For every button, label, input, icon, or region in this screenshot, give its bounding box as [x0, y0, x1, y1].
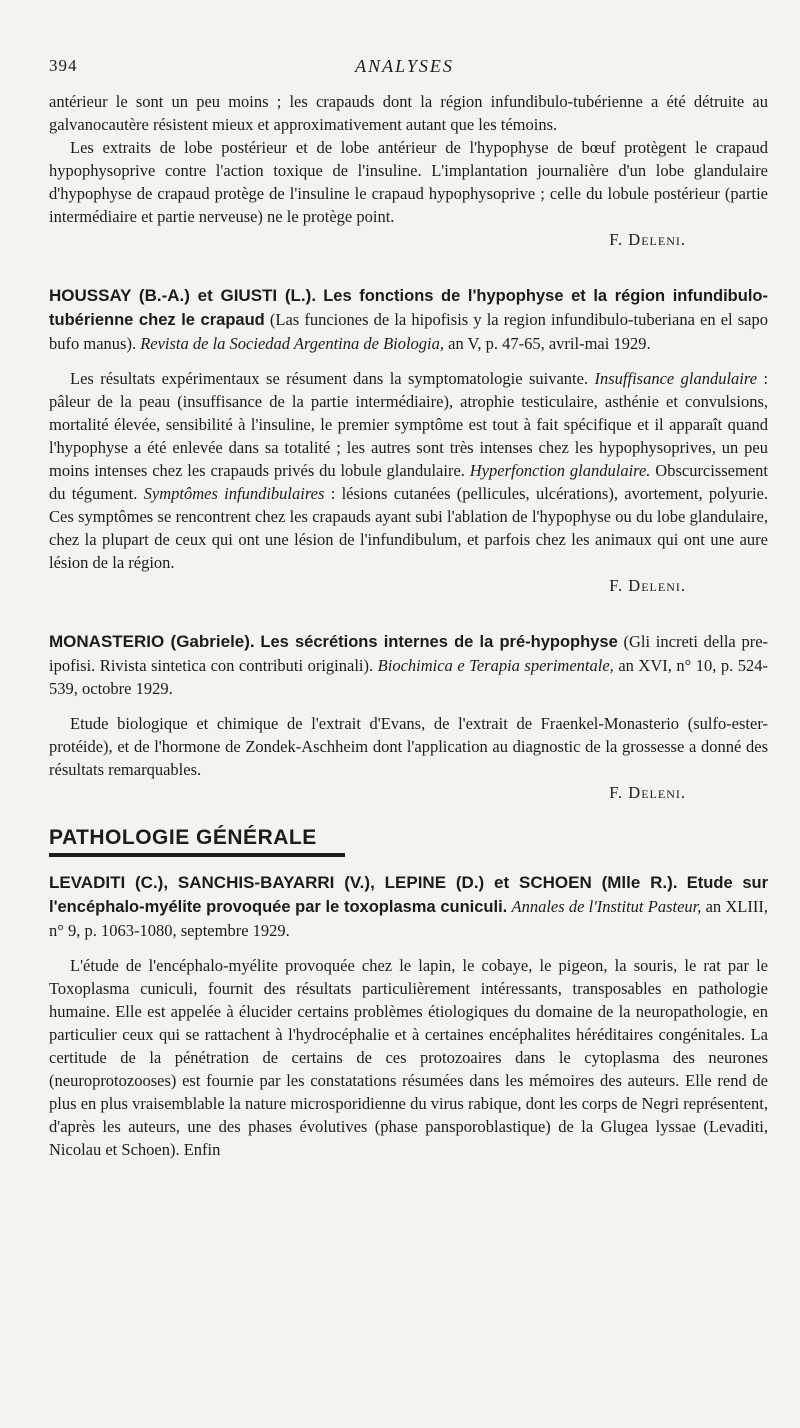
continuation-paragraph-2: Les extraits de lobe postérieur et de lobe antérieur de l'hypophyse de bœuf protègent le crapaud hypophysoprive contre l'action toxique de l'insuline. L'implantation journalière d'un lobe glandulaire d'hypophyse de crapaud protège de l'insuline le crapaud hypophysoprive ; celle du lobule postérieur (partie intermédiaire et partie nerveuse) ne le protège point. [49, 138, 768, 226]
reviewer-signature: F. Deleni. [609, 576, 686, 595]
page-body [49, 90, 768, 1161]
review-body [49, 367, 768, 574]
reference-journal: Biochimica e Terapia sperimentale, [377, 656, 614, 675]
review-text: : pâleur de la peau (insuffisance de la partie intermédiaire), atrophie testiculaire, asthénie et convulsions, mortalité élevée, sensibilité à l'insuline, le premier symptôme est tout à fait spécifique et il apparaît quand l'hypophyse a été enlevée dans sa totalité ; les autres sont très intenses chez les hypophysoprives, un peu moins intenses chez les crapauds privés du lobule glandulaire. [49, 369, 769, 480]
section-heading: PATHOLOGIE GÉNÉRALE [49, 826, 317, 849]
section-pathologie-generale [49, 826, 768, 857]
review-text: Obscurcissement du tégument. [49, 461, 769, 503]
reference-title: Etude sur l'encéphalo-myélite provoquée par le toxoplasma cuniculi. [49, 874, 768, 916]
reference-journal: Revista de la Sociedad Argentina de Biologia, [140, 334, 445, 353]
reviewer-signature: F. Deleni. [609, 230, 686, 249]
reference-citation [49, 284, 768, 355]
review-text: : lésions cutanées (pellicules, ulcérations), avortement, polyurie. Ces symptômes se rencontrent chez les crapauds ayant subi l'ablation de l'hypophyse ou du lobe glandulaire, chez la plupart de ceux qui ont une lésion de l'infundibulum, et parfois chez les animaux qui ont une aure lésion de la région. [49, 484, 768, 572]
review-term: Symptômes infundibulaires [143, 484, 325, 503]
reference-volume: an XVI, n° 10, p. 524-539, octobre 1929. [49, 656, 769, 698]
reference-title: Les fonctions de l'hypophyse et la région infundibulo-tubérienne chez le crapaud [49, 287, 768, 329]
reference-levaditi [49, 871, 768, 942]
reference-citation [49, 630, 768, 700]
reference-original-title: (Gli increti della pre-ipofisi. Rivista sintetica con contributi originali). [49, 632, 769, 675]
page-header [49, 56, 760, 80]
reference-authors: HOUSSAY (B.-A.) et GIUSTI (L.). [49, 286, 317, 305]
section-underline [49, 853, 345, 857]
reference-authors: MONASTERIO (Gabriele). [49, 632, 255, 651]
review-body: Etude biologique et chimique de l'extrait d'Evans, de l'extrait de Fraenkel-Monasterio (sulfo-ester-protéide), et de l'hormone de Zondek-Aschheim dont l'application au diagnostic de la grossesse a donné des résultats remarquables. [49, 714, 768, 779]
review-body: L'étude de l'encéphalo-myélite provoquée chez le lapin, le cobaye, le pigeon, la souris, le rat par le Toxoplasma cuniculi, fournit des résultats particulièrement intéressants, transposables en pathologie humaine. Elle est appelée à élucider certains problèmes étiologiques du domaine de la neuropathologie, en particulier ceux qui se rattachent à l'hydrocéphalie et à certaines encéphalites héréditaires congénitales. La certitude de la pénétration de certains de ces protozoaires dans le cytoplasma des neurones (neuroprotozooses) est fournie par les constatations résumées dans les mémoires des auteurs. Elle rend de plus en plus vraisemblable la nature microsporidienne du virus rabique, dont les corps de Negri représentent, d'après les auteurs, une des phases évolutives (phase pansporoblastique) de la Glugea lyssae (Levaditi, Nicolau et Schoen). Enfin [49, 956, 768, 1159]
reference-citation [49, 871, 768, 942]
reference-volume: an XLIII, n° 9, p. 1063-1080, septembre 1929. [49, 897, 768, 940]
review-term: Hyperfonction glandulaire. [469, 461, 651, 480]
reference-original-title: (Las funciones de la hipofisis y la region infundibulo-tuberiana en el sapo bufo manus). [49, 310, 769, 353]
reviewer-signature: F. Deleni. [609, 783, 686, 802]
running-head: ANALYSES [355, 56, 454, 76]
review-term: Insuffisance glandulaire [594, 369, 758, 388]
continuation-paragraph: antérieur le sont un peu moins ; les crapauds dont la région infundibulo-tubérienne a été détruite au galvanocautère résistent mieux et approximativement autant que les témoins. [49, 92, 768, 134]
reference-journal: Annales de l'Institut Pasteur, [511, 897, 702, 916]
review-text: Les résultats expérimentaux se résument dans la symptomatologie suivante. [70, 369, 589, 388]
reference-monasterio [49, 630, 768, 700]
reference-authors: LEVADITI (C.), SANCHIS-BAYARRI (V.), LEPINE (D.) et SCHOEN (Mlle R.). [49, 873, 678, 892]
page-number: 394 [49, 56, 78, 75]
reference-volume: an V, p. 47-65, avril-mai 1929. [448, 334, 651, 353]
reference-houssay [49, 284, 768, 355]
reference-title: Les sécrétions internes de la pré-hypophyse [260, 633, 618, 651]
